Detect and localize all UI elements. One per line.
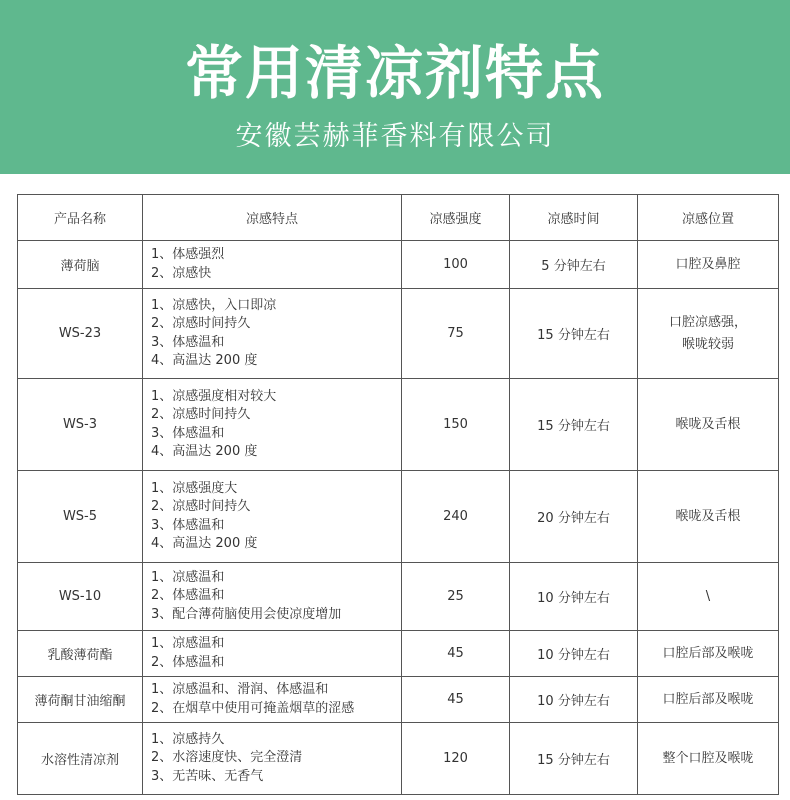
company-name: 安徽芸赫菲香料有限公司 [235,121,555,152]
time-cell: 5 分钟左右 [510,241,638,289]
table-row [18,471,779,563]
feature-line: 3、体感温和 [151,425,225,441]
product-name-cell: 乳酸薄荷酯 [18,631,143,677]
feature-line: 3、体感温和 [151,334,225,350]
feature-line: 2、凉感时间持久 [151,316,251,331]
position-cell [638,289,779,379]
position-line: 整个口腔及喉咙 [662,750,754,766]
table-row [18,379,779,471]
feature-line: 2、体感温和 [151,588,225,604]
feature-line: 3、体感温和 [151,517,225,533]
features-cell [143,471,402,563]
header-strength: 凉感强度 [402,195,510,241]
feature-line: 2、凉感时间持久 [151,407,251,422]
product-name-cell: WS-23 [18,289,143,379]
table-row [18,677,779,723]
position-cell [638,677,779,723]
feature-line: 1、凉感强度大 [151,480,238,496]
position-line: \ [705,588,711,604]
position-cell [638,723,779,795]
position-line: 喉咙较弱 [681,336,734,352]
header-time: 凉感时间 [510,195,638,241]
feature-line: 1、凉感温和、滑润、体感温和 [151,682,329,697]
position-cell [638,471,779,563]
position-cell [638,379,779,471]
position-cell [638,563,779,631]
table-row [18,563,779,631]
table-row [18,723,779,795]
feature-line: 4、高温达 200 度 [151,536,258,551]
feature-line: 4、高温达 200 度 [151,444,258,459]
strength-cell: 45 [402,631,510,677]
table-row [18,289,779,379]
product-name-cell: WS-10 [18,563,143,631]
product-name-cell: WS-3 [18,379,143,471]
position-line: 口腔后部及喉咙 [662,645,754,661]
time-cell: 15 分钟左右 [510,379,638,471]
coolant-table [17,194,779,795]
feature-line: 1、凉感快，入口即凉 [151,297,277,313]
features-cell [143,241,402,289]
position-line: 口腔及鼻腔 [675,256,741,272]
strength-cell: 45 [402,677,510,723]
features-cell [143,379,402,471]
strength-cell: 25 [402,563,510,631]
position-line: 口腔凉感强， [668,314,747,330]
feature-line: 2、水溶速度快、完全澄清 [151,750,303,766]
time-cell: 15 分钟左右 [510,289,638,379]
time-cell: 20 分钟左右 [510,471,638,563]
features-cell [143,289,402,379]
page-title: 常用清凉剂特点 [184,39,605,107]
feature-line: 1、体感强烈 [151,247,225,262]
feature-line: 1、凉感温和 [151,569,225,585]
product-name-cell: WS-5 [18,471,143,563]
product-name-cell: 薄荷脑 [18,241,143,289]
time-cell: 10 分钟左右 [510,677,638,723]
features-cell [143,677,402,723]
table-header-row [18,195,779,241]
features-cell [143,631,402,677]
feature-line: 1、凉感温和 [151,636,225,651]
feature-line: 2、在烟草中使用可掩盖烟草的涩感 [151,700,355,716]
strength-cell: 75 [402,289,510,379]
product-name-cell: 薄荷酮甘油缩酮 [18,677,143,723]
feature-line: 2、凉感时间持久 [151,499,251,514]
header-product-name: 产品名称 [18,195,143,241]
strength-cell: 100 [402,241,510,289]
feature-line: 3、配合薄荷脑使用会使凉度增加 [151,606,342,622]
feature-line: 1、凉感持久 [151,731,225,747]
feature-line: 2、凉感快 [151,265,212,281]
strength-cell: 240 [402,471,510,563]
position-line: 喉咙及舌根 [675,416,741,432]
feature-line: 4、高温达 200 度 [151,353,258,368]
title-banner [0,0,790,174]
table-row [18,241,779,289]
position-line: 口腔后部及喉咙 [662,691,754,707]
strength-cell: 120 [402,723,510,795]
header-features: 凉感特点 [143,195,402,241]
feature-line: 2、体感温和 [151,654,225,670]
product-name-cell: 水溶性清凉剂 [18,723,143,795]
table-row [18,631,779,677]
header-position: 凉感位置 [638,195,779,241]
position-cell [638,631,779,677]
features-cell [143,723,402,795]
position-cell [638,241,779,289]
time-cell: 15 分钟左右 [510,723,638,795]
features-cell [143,563,402,631]
strength-cell: 150 [402,379,510,471]
time-cell: 10 分钟左右 [510,631,638,677]
time-cell: 10 分钟左右 [510,563,638,631]
position-line: 喉咙及舌根 [675,508,741,524]
feature-line: 3、无苦味、无香气 [151,768,264,784]
feature-line: 1、凉感强度相对较大 [151,388,277,404]
